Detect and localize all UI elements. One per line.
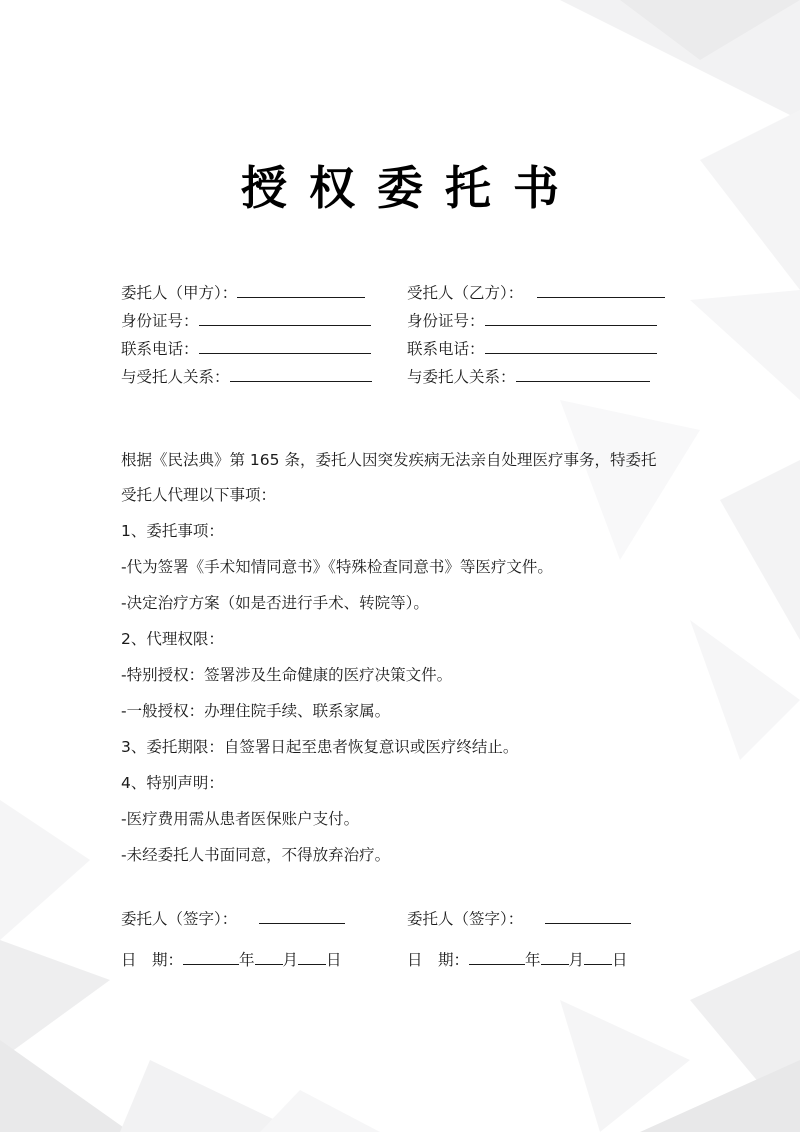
agent-phone-blank[interactable]: [485, 337, 657, 354]
client-relation-field: [121, 365, 372, 389]
client-phone-label: 联系电话：: [121, 340, 199, 358]
agent-phone-label: 联系电话：: [407, 340, 485, 358]
body-paragraph-line: 受托人代理以下事项：: [121, 486, 277, 504]
list-item: -未经委托人书面同意，不得放弃治疗。: [121, 846, 391, 864]
right-signature-label: 委托人（签字）：: [407, 910, 524, 928]
list-item: -代为签署《手术知情同意书》《特殊检查同意书》等医疗文件。: [121, 558, 553, 576]
agent-id-blank[interactable]: [485, 309, 657, 326]
client-id-label: 身份证号：: [121, 312, 199, 330]
left-date-label: 日 期：: [121, 951, 184, 969]
list-item: -决定治疗方案（如是否进行手术、转院等）。: [121, 594, 429, 612]
left-signature-field: [121, 907, 345, 931]
client-relation-blank[interactable]: [230, 365, 372, 382]
left-month-label: 月: [282, 951, 299, 969]
document-title: 授权委托书: [241, 161, 581, 215]
agent-name-field: [407, 281, 665, 305]
list-item: -一般授权：办理住院手续、联系家属。: [121, 702, 391, 720]
party-row-phone: [121, 337, 701, 361]
left-day-blank[interactable]: [298, 948, 326, 965]
client-id-blank[interactable]: [199, 309, 371, 326]
client-phone-blank[interactable]: [199, 337, 371, 354]
left-year-label: 年: [239, 951, 255, 969]
section-heading: 4、特别声明：: [121, 774, 224, 792]
right-month-label: 月: [568, 951, 585, 969]
party-row-id: [121, 309, 701, 333]
agent-relation-field: [407, 365, 650, 389]
client-name-field: [121, 281, 365, 305]
right-signature-field: [407, 907, 631, 931]
left-date-field: [121, 948, 342, 972]
right-day-blank[interactable]: [584, 948, 612, 965]
client-phone-field: [121, 337, 371, 361]
agent-id-label: 身份证号：: [407, 312, 485, 330]
party-row-name: [121, 281, 701, 305]
agent-id-field: [407, 309, 657, 333]
section-heading: 1、委托事项：: [121, 522, 224, 540]
right-month-blank[interactable]: [541, 948, 569, 965]
client-id-field: [121, 309, 371, 333]
party-row-relation: [121, 365, 701, 389]
right-signature-blank[interactable]: [545, 907, 631, 924]
client-name-label: 委托人（甲方）：: [121, 284, 238, 302]
right-year-label: 年: [525, 951, 541, 969]
list-item: -特别授权：签署涉及生命健康的医疗决策文件。: [121, 666, 453, 684]
body-paragraph-line: 根据《民法典》第 165 条，委托人因突发疾病无法亲自处理医疗事务，特委托: [121, 451, 657, 469]
left-signature-label: 委托人（签字）：: [121, 910, 238, 928]
list-item: -医疗费用需从患者医保账户支付。: [121, 810, 360, 828]
left-signature-blank[interactable]: [259, 907, 345, 924]
right-year-blank[interactable]: [469, 948, 525, 965]
right-date-field: [407, 948, 628, 972]
agent-relation-label: 与委托人关系：: [407, 368, 516, 386]
agent-name-label: 受托人（乙方）：: [407, 284, 524, 302]
right-day-label: 日: [612, 951, 628, 969]
client-name-blank[interactable]: [237, 281, 365, 298]
left-day-label: 日: [326, 951, 342, 969]
client-relation-label: 与受托人关系：: [121, 368, 230, 386]
right-date-label: 日 期：: [407, 951, 470, 969]
agent-relation-blank[interactable]: [516, 365, 650, 382]
left-year-blank[interactable]: [183, 948, 239, 965]
agent-phone-field: [407, 337, 657, 361]
signature-row: [121, 907, 701, 931]
date-row: [121, 948, 701, 972]
section-heading: 2、代理权限：: [121, 630, 224, 648]
agent-name-blank[interactable]: [537, 281, 665, 298]
left-month-blank[interactable]: [255, 948, 283, 965]
section-heading: 3、委托期限：自签署日起至患者恢复意识或医疗终结止。: [121, 738, 519, 756]
